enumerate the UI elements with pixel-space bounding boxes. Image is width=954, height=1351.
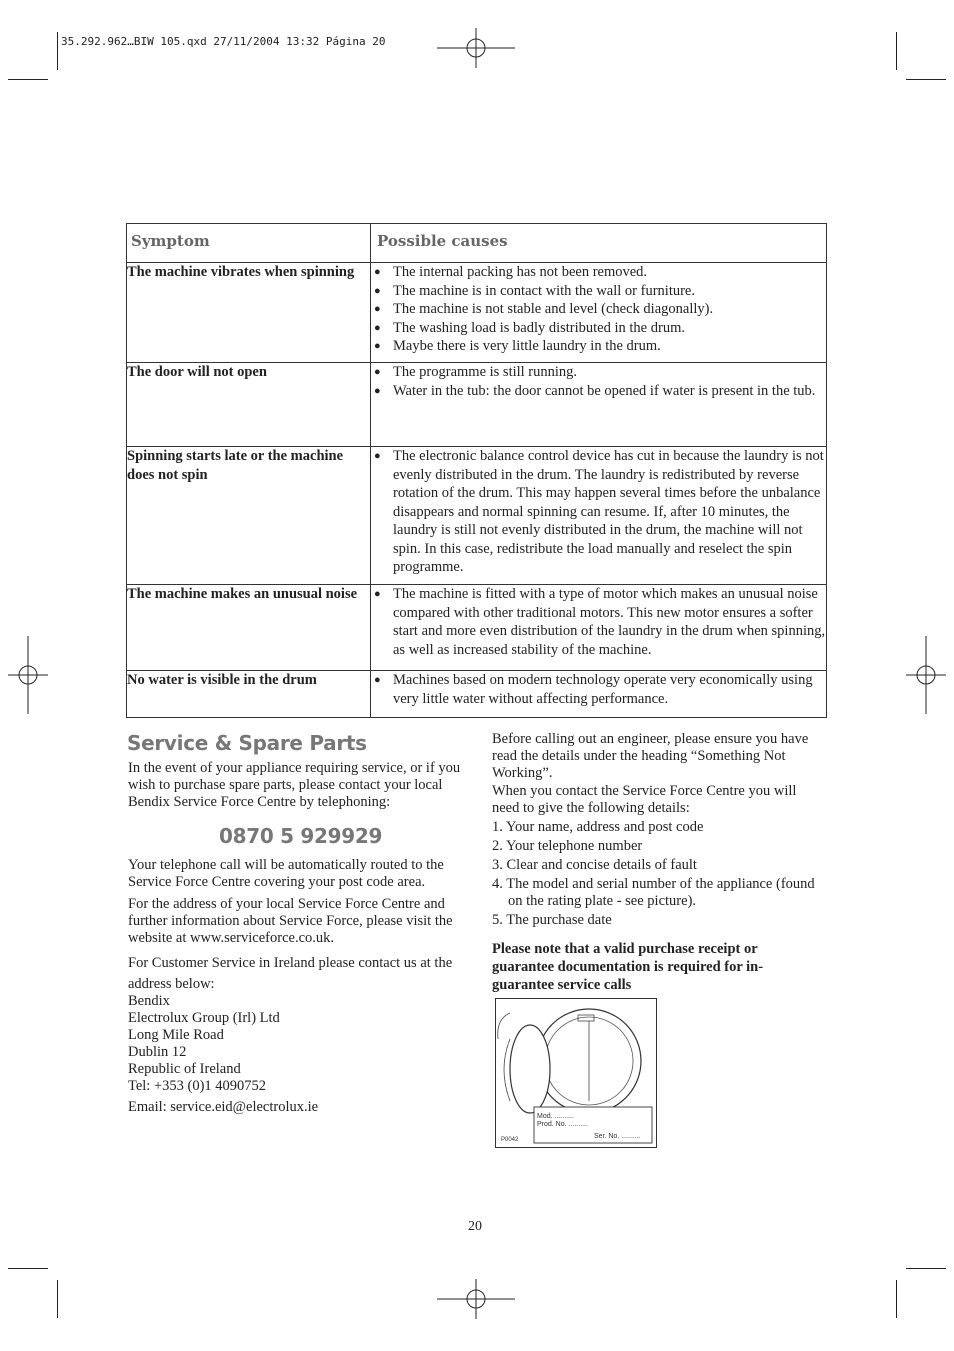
detail-item: 2. Your telephone number [492, 838, 643, 854]
cause-item: ● The electronic balance control device has cut in because the laundry is not evenly distributed in the drum. The laundry is redistributed by reverse rotation of the drum. This may happen several times before the unbalance disappears and normal spinning can resume. If, after 10 minutes, the laundry is still not evenly distributed in the drum, the machine will not spin. In this case, redistribute the load manually and reselect the spin programme. [371, 447, 826, 577]
service-left-column [128, 760, 464, 1116]
plate-ser-no: Ser. No. .......... [594, 1133, 641, 1140]
routing-note: Your telephone call will be automatically routed to the Service Force Centre covering your post code area. [128, 857, 444, 890]
symptom-cell: The machine vibrates when spinning [127, 263, 371, 363]
detail-item: 4. The model and serial number of the appliance (found on the rating plate - see picture). [492, 876, 815, 909]
table-row [127, 447, 827, 585]
symptom-cell: No water is visible in the drum [127, 671, 371, 718]
ireland-address [128, 976, 464, 1095]
causes-list [371, 363, 826, 400]
detail-item: 5. The purchase date [492, 912, 612, 928]
detail-item: 3. Clear and concise details of fault [492, 857, 697, 873]
details-intro: When you contact the Service Force Centre you will need to give the following details: [492, 783, 797, 816]
file-slug: 35.292.962…BIW 105.qxd 27/11/2004 13:32 Página 20 [61, 35, 386, 48]
symptom-cell: Spinning starts late or the machine does not spin [127, 447, 371, 585]
detail-item: 1. Your name, address and post code [492, 819, 704, 835]
details-list [492, 819, 824, 929]
address-line: Bendix [128, 993, 170, 1009]
guarantee-note: Please note that a valid purchase receipt or guarantee documentation is required for in-guarantee service calls [492, 941, 764, 993]
before-calling-note: Before calling out an engineer, please ensure you have read the details under the heading “Something Not Working”. [492, 731, 809, 781]
cause-item: ● Water in the tub: the door cannot be opened if water is present in the tub. [371, 382, 826, 401]
causes-list [371, 263, 826, 356]
header-symptom: Symptom [127, 224, 371, 263]
address-line: Long Mile Road [128, 1027, 224, 1043]
crop-mark [8, 1268, 48, 1269]
service-heading: Service & Spare Parts [127, 731, 367, 755]
table-row [127, 585, 827, 671]
cause-item: ● The machine is fitted with a type of motor which makes an unusual noise compared with other traditional motors. This new motor ensures a softer start and more even distribution of the laundry in the drum when spinning, as well as increased stability of the machine. [371, 585, 826, 659]
cause-item: ● The washing load is badly distributed in the drum. [371, 319, 826, 338]
causes-list [371, 585, 826, 659]
rating-plate-picture [495, 998, 657, 1148]
crop-mark [57, 32, 58, 70]
table-row [127, 363, 827, 447]
address-info: For the address of your local Service Force Centre and further information about Service Force, please visit the website at www.serviceforce.co.uk. [128, 896, 453, 946]
ireland-intro: For Customer Service in Ireland please contact us at the [128, 955, 453, 971]
causes-list [371, 671, 826, 708]
causes-cell [371, 585, 827, 671]
registration-mark-top [437, 28, 515, 68]
table-header-row [127, 224, 827, 263]
picture-code: P0042 [501, 1137, 519, 1143]
plate-prod-no: Prod. No. .......... [537, 1121, 588, 1128]
registration-mark-right [906, 636, 946, 714]
crop-mark [57, 1280, 58, 1318]
address-line: Electrolux Group (Irl) Ltd [128, 1010, 280, 1026]
registration-mark-bottom [437, 1279, 515, 1319]
cause-item: ● The machine is in contact with the wall or furniture. [371, 282, 826, 301]
symptom-cell: The door will not open [127, 363, 371, 447]
cause-item: ● The machine is not stable and level (check diagonally). [371, 300, 826, 319]
cause-item: ● The programme is still running. [371, 363, 826, 382]
header-possible-causes: Possible causes [371, 224, 827, 263]
crop-mark [896, 1280, 897, 1318]
causes-list [371, 447, 826, 577]
address-line: Republic of Ireland [128, 1061, 241, 1077]
address-line: address below: [128, 976, 215, 992]
causes-cell [371, 263, 827, 363]
crop-mark [906, 79, 946, 80]
crop-mark [8, 79, 48, 80]
plate-mod: Mod. .......... [537, 1113, 574, 1120]
service-phone-number: 0870 5 929929 [219, 824, 383, 848]
symptom-cell: The machine makes an unusual noise [127, 585, 371, 671]
address-line: Dublin 12 [128, 1044, 187, 1060]
cause-item: ● Maybe there is very little laundry in the drum. [371, 337, 826, 356]
email-line: Email: service.eid@electrolux.ie [128, 1099, 319, 1115]
causes-cell [371, 447, 827, 585]
registration-mark-left [8, 636, 48, 714]
causes-cell [371, 671, 827, 718]
crop-mark [896, 32, 897, 70]
page-number: 20 [468, 1219, 482, 1234]
service-intro: In the event of your appliance requiring service, or if you wish to purchase spare parts, please contact your local Bendix Service Force Centre by telephoning: [128, 760, 461, 810]
causes-cell [371, 363, 827, 447]
service-right-column [492, 731, 824, 994]
address-line: Tel: +353 (0)1 4090752 [128, 1078, 267, 1094]
crop-mark [906, 1268, 946, 1269]
table-row [127, 671, 827, 718]
cause-item: ● The internal packing has not been removed. [371, 263, 826, 282]
troubleshooting-table [126, 223, 827, 718]
cause-item: ● Machines based on modern technology operate very economically using very little water without affecting performance. [371, 671, 826, 708]
table-row [127, 263, 827, 363]
